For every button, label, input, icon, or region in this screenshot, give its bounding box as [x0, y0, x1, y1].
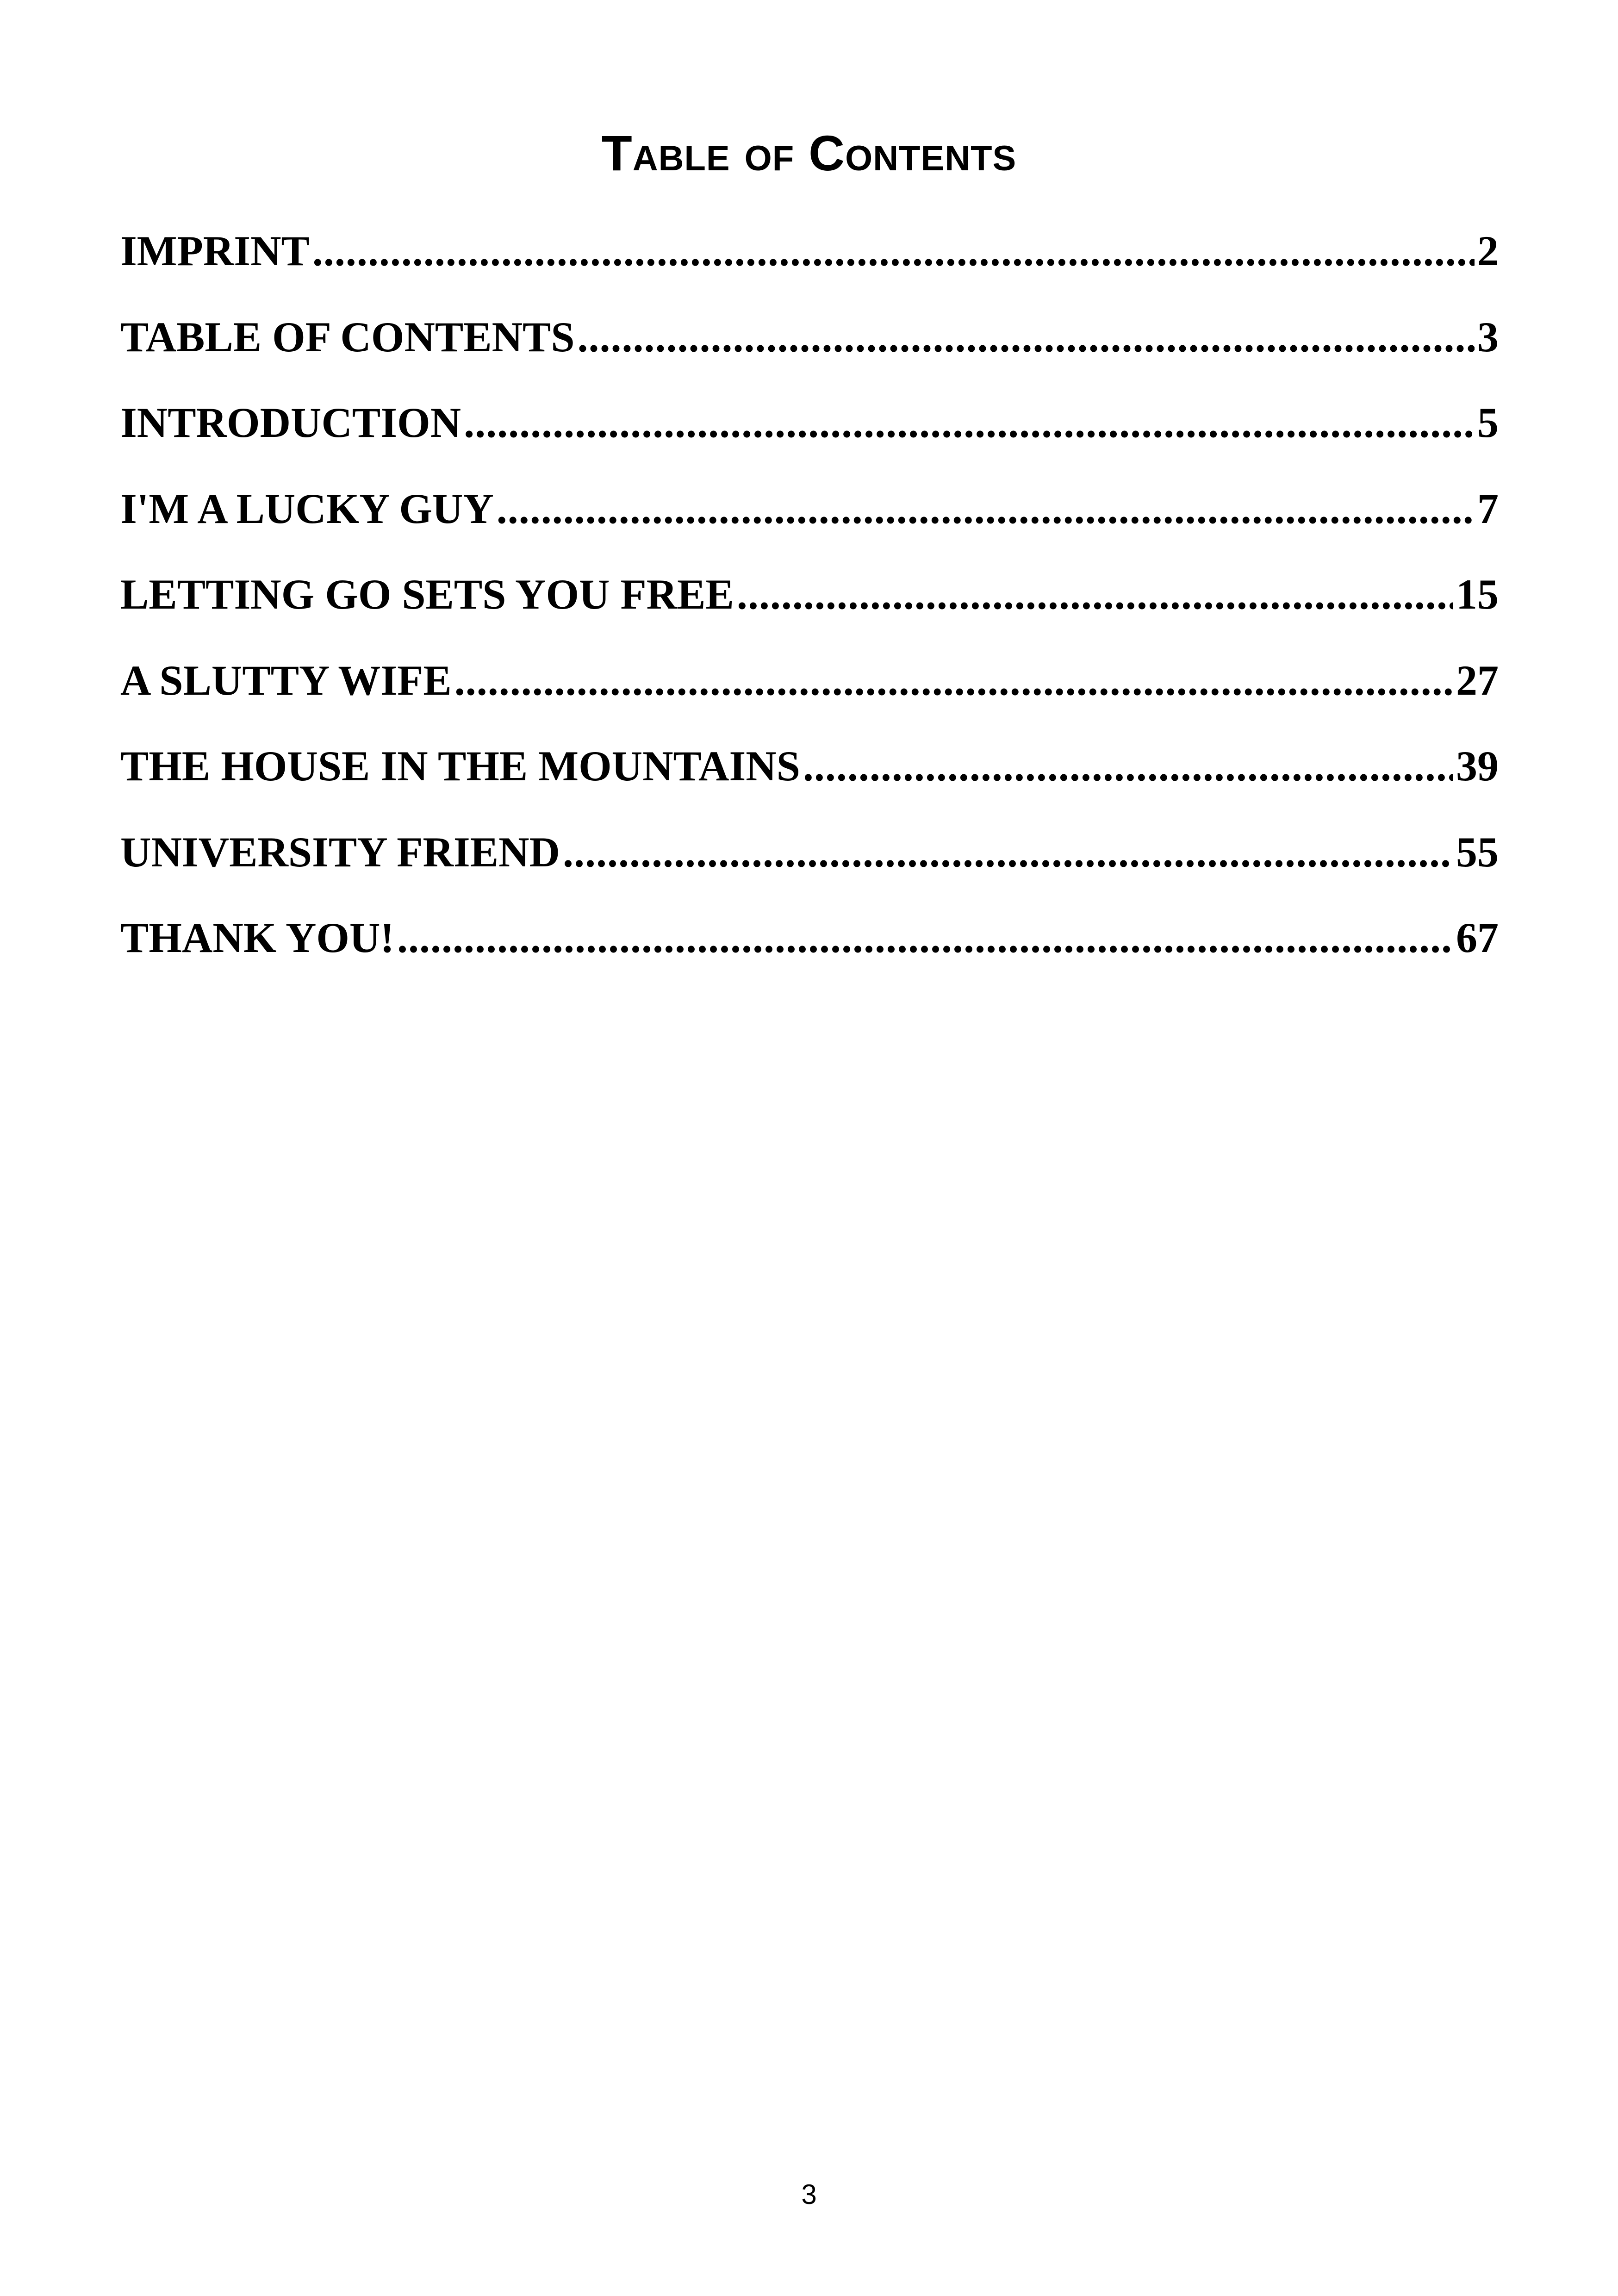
toc-dot-leader [737, 573, 1453, 616]
toc-dot-leader [397, 916, 1453, 959]
toc-entry-university-friend[interactable] [120, 828, 1499, 917]
toc-dot-leader [563, 831, 1453, 873]
toc-entry-table-of-contents[interactable] [120, 313, 1499, 402]
toc-entry-label: TABLE OF CONTENTS [120, 313, 575, 361]
toc-entry-thank-you[interactable] [120, 916, 1499, 1002]
toc-entry-page: 5 [1477, 399, 1499, 446]
toc-entry-im-a-lucky-guy[interactable] [120, 487, 1499, 573]
toc-entry-letting-go-sets-you-free[interactable] [120, 573, 1499, 659]
toc-entry-imprint[interactable] [120, 227, 1499, 316]
page-number: 3 [801, 2179, 817, 2210]
toc-entry-label: UNIVERSITY FRIEND [120, 828, 560, 876]
toc-entry-introduction[interactable] [120, 401, 1499, 487]
toc-dot-leader [312, 230, 1475, 272]
toc-entry-page: 67 [1456, 914, 1499, 961]
toc-list [120, 227, 1499, 1002]
toc-entry-page: 15 [1456, 571, 1499, 618]
toc-entry-page: 3 [1477, 313, 1499, 361]
toc-entry-label: I'M A LUCKY GUY [120, 485, 494, 532]
toc-entry-label: THANK YOU! [120, 914, 395, 961]
toc-dot-leader [803, 745, 1453, 787]
toc-entry-label: INTRODUCTION [120, 399, 461, 446]
toc-dot-leader [464, 401, 1475, 444]
toc-entry-label: A SLUTTY WIFE [120, 656, 452, 704]
toc-dot-leader [578, 316, 1475, 358]
toc-entry-label: LETTING GO SETS YOU FREE [120, 571, 734, 618]
toc-entry-page: 27 [1456, 656, 1499, 704]
toc-dot-leader [454, 659, 1453, 702]
toc-entry-page: 7 [1477, 485, 1499, 532]
toc-entry-label: IMPRINT [120, 227, 310, 274]
toc-entry-label: THE HOUSE IN THE MOUNTAINS [120, 742, 800, 790]
toc-entry-page: 55 [1456, 828, 1499, 876]
page-title: Table of Contents [601, 125, 1017, 181]
toc-dot-leader [497, 487, 1475, 530]
toc-entry-the-house-in-the-mountains[interactable] [120, 742, 1499, 831]
toc-entry-a-slutty-wife[interactable] [120, 656, 1499, 745]
toc-entry-page: 2 [1477, 227, 1499, 274]
toc-entry-page: 39 [1456, 742, 1499, 790]
